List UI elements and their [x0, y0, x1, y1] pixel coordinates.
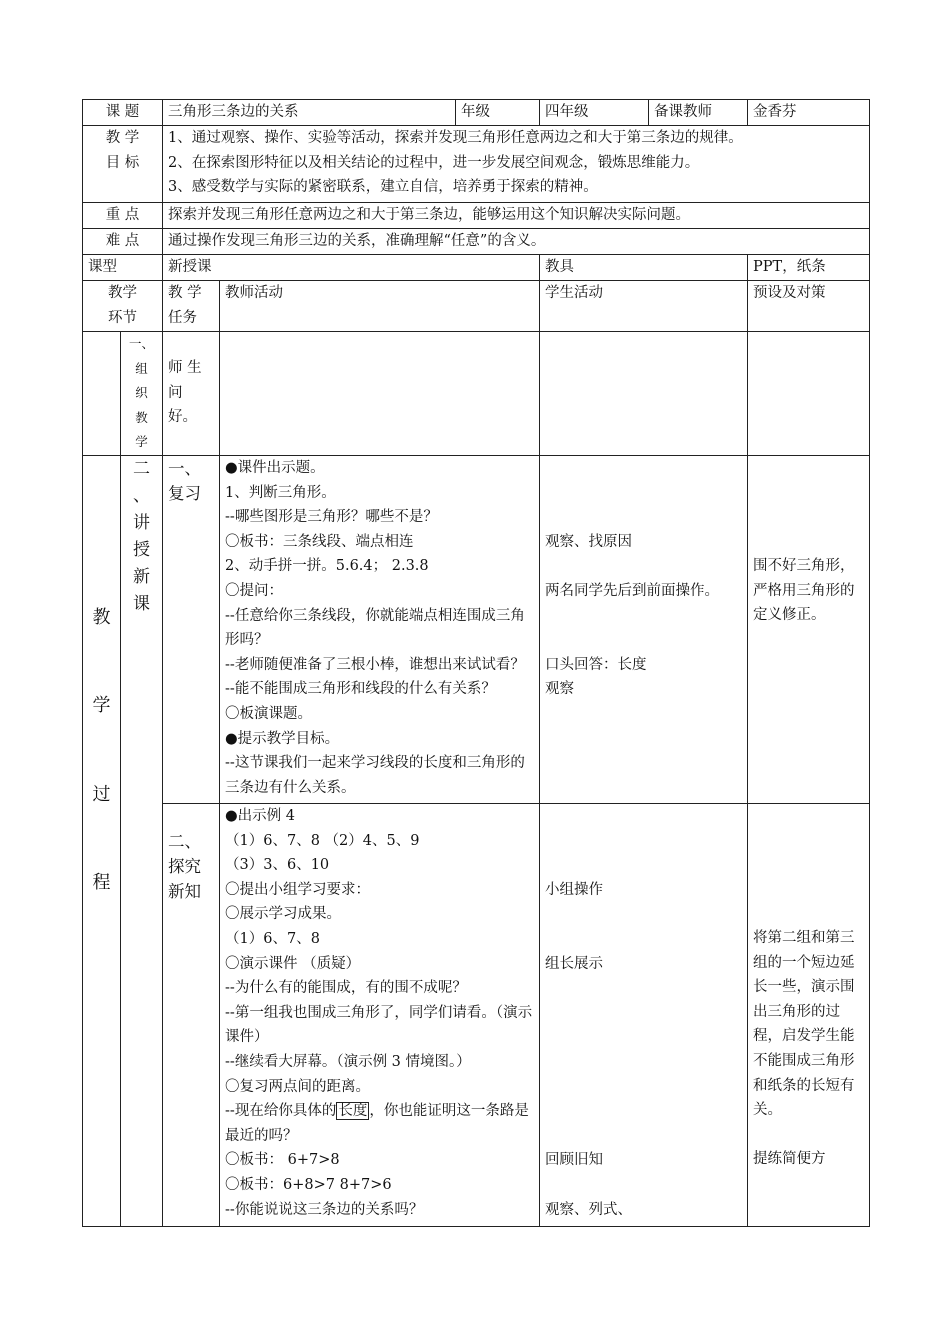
section-organize-plan — [748, 332, 870, 456]
column-header-row — [83, 281, 870, 332]
key-point-row — [83, 203, 870, 229]
stage-header: 教学 环节 — [83, 281, 163, 332]
topic-label: 课 题 — [83, 100, 163, 126]
difficulty-label: 难 点 — [83, 229, 163, 255]
student-activity-header: 学生活动 — [540, 281, 748, 332]
explore-teacher-activity: ●出示例 4 （1）6、7、8 （2）4、5、9 （3）3、6、10 〇提出小组学习要求： 〇展示学习成果。 （1）6、7、8 〇演示课件 （质疑） --为什么有的能围成，有的围不成呢？ --第一组我也围成三角形了，同学们请看。（演示课件） --继续看大屏幕。（演示例 3 情境图。） 〇复习两点间的距离。 --现在给你具体的 长度 ，你也能证明这一条路是最近的吗？ 〇板书： 6+7>8 〇板书：6+8>7 8+7>6 --你能说说这三条边的关系吗？ — [220, 804, 540, 1227]
task-header: 教 学 任务 — [163, 281, 220, 332]
section-organize-row — [83, 332, 870, 456]
review-teacher-activity: ●课件出示题。 1、判断三角形。 --哪些图形是三角形？哪些不是？ 〇板书：三条线段、端点相连 2、动手拼一拼。5.6.4； 2.3.8 〇提问： --任意给你三条线段，你就能端点相连围成三角形吗？ --老师随便准备了三根小棒，谁想出来试试看？ --能不能围成三角形和线段的什么有关系？ 〇板演课题。 ●提示教学目标。 --这节课我们一起来学习线段的长度和三角形的三条边有什么关系。 — [220, 456, 540, 804]
explore-student-activity: 小组操作 组长展示 回顾旧知 观察、列式、 — [540, 804, 748, 1227]
section-teach-stage: 二 、 讲 授 新 课 — [121, 456, 163, 1227]
plan-header: 预设及对策 — [748, 281, 870, 332]
section-explore-row — [83, 804, 870, 1227]
goal-item: 3、感受数学与实际的紧密联系，建立自信，培养勇于探索的精神。 — [168, 179, 598, 196]
section-review-row — [83, 456, 870, 804]
topic-value: 三角形三条边的关系 — [163, 100, 456, 126]
section-organize-stage: 一、 组 织 教 学 — [121, 332, 163, 456]
grade-value: 四年级 — [540, 100, 649, 126]
key-point-label: 重 点 — [83, 203, 163, 229]
review-student-activity: 观察、找原因 两名同学先后到前面操作。 口头回答：长度 观察 — [540, 456, 748, 804]
goal-item: 1、通过观察、操作、实验等活动，探索并发现三角形任意两边之和大于第三条边的规律。 — [168, 130, 743, 146]
process-spacer — [83, 332, 121, 456]
teacher-value: 金香芬 — [748, 100, 870, 126]
process-label: 教 学 过 程 — [83, 456, 121, 1227]
boxed-word: 长度 — [338, 1103, 368, 1120]
lesson-plan-table — [82, 99, 870, 1227]
review-plan: 围不好三角形，严格用三角形的定义修正。 — [748, 456, 870, 804]
header-row — [83, 100, 870, 126]
key-point-value: 探索并发现三角形任意两边之和大于第三条边，能够运用这个知识解决实际问题。 — [163, 203, 870, 229]
goals-label: 教 学 目 标 — [83, 126, 163, 203]
goal-item: 2、在探索图形特征以及相关结论的过程中，进一步发展空间观念，锻炼思维能力。 — [168, 154, 700, 171]
section-organize-task: 师 生 问 好。 — [163, 332, 220, 456]
goals-row — [83, 126, 870, 203]
lesson-type-row — [83, 255, 870, 281]
difficulty-row — [83, 229, 870, 255]
section-organize-student — [540, 332, 748, 456]
explore-task: 二、 探究 新知 — [163, 804, 220, 1227]
lesson-type-value: 新授课 — [163, 255, 540, 281]
tools-label: 教具 — [540, 255, 748, 281]
grade-label: 年级 — [456, 100, 540, 126]
explore-plan: 将第二组和第三组的一个短边延长一些，演示围出三角形的过程，启发学生能不能围成三角形和纸条的长短有关。 提练简便方 — [748, 804, 870, 1227]
lesson-type-label: 课型 — [83, 255, 163, 281]
tools-value: PPT，纸条 — [748, 255, 870, 281]
teacher-activity-header: 教师活动 — [220, 281, 540, 332]
teacher-label: 备课教师 — [649, 100, 748, 126]
goals-list — [163, 126, 870, 203]
review-task: 一、 复习 — [163, 456, 220, 804]
section-organize-teacher — [220, 332, 540, 456]
difficulty-value: 通过操作发现三角形三边的关系，准确理解“任意”的含义。 — [163, 229, 870, 255]
